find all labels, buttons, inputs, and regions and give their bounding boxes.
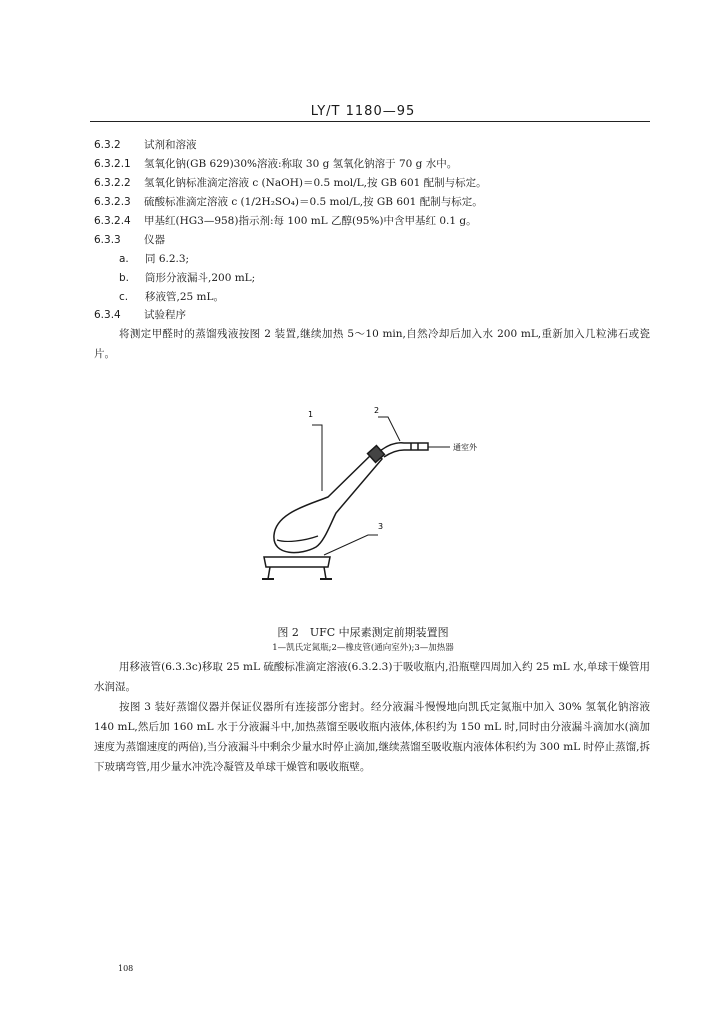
list-item-label: c. bbox=[119, 291, 129, 303]
section-6-3-2-1 bbox=[94, 157, 457, 171]
list-item bbox=[119, 271, 255, 285]
section-title: 仪器 bbox=[144, 234, 165, 246]
section-6-3-2 bbox=[94, 138, 197, 152]
body-paragraph-1: 用移液管(6.3.3c)移取 25 mL 硫酸标准滴定溶液(6.3.2.3)于吸收瓶内,沿瓶壁四周加入约 25 mL 水,单球干燥管用水润湿。 bbox=[94, 661, 650, 693]
section-6-3-4 bbox=[94, 308, 186, 322]
body-paragraph-2: 按图 3 装好蒸馏仪器并保证仪器所有连接部分密封。经分液漏斗慢慢地向凯氏定氮瓶中加入 30% 氢氧化钠溶液 140 mL,然后加 160 mL 水于分液漏斗中,加热蒸馏至吸收瓶内液体,体积约为 150 mL 时,同时由分液漏斗滴加水(滴加速度为蒸馏速度的两倍),当分液漏斗中剩余少量水时停止滴加,继续蒸馏至吸收瓶内液体体积约为 300 mL 时停止蒸馏,拆下玻璃弯管,用少量水冲洗冷凝管及单球干燥管和吸收瓶壁。 bbox=[94, 701, 650, 773]
figure-caption-legend: 1—凯氏定氮瓶;2—橡皮管(通向室外);3—加热器 bbox=[272, 643, 454, 653]
list-item-label: a. bbox=[119, 253, 129, 265]
flask-liquid bbox=[277, 536, 318, 541]
list-item bbox=[119, 252, 189, 266]
section-6-3-2-4 bbox=[94, 214, 477, 228]
list-item-text: 同 6.2.3; bbox=[145, 253, 190, 265]
section-number: 6.3.2.3 bbox=[94, 196, 131, 208]
list-item-label: b. bbox=[119, 272, 130, 284]
section-text: 甲基红(HG3—958)指示剂:每 100 mL 乙醇(95%)中含甲基红 0.1 g。 bbox=[144, 215, 477, 227]
figure-label-3: 3 bbox=[378, 522, 384, 531]
intro-paragraph: 将测定甲醛时的蒸馏残液按图 2 装置,继续加热 5～10 min,自然冷却后加入水 200 mL,重新加入几粒沸石或瓷片。 bbox=[94, 328, 650, 360]
list-item bbox=[119, 290, 224, 304]
page-number: 108 bbox=[118, 964, 134, 973]
list-item-text: 筒形分液漏斗,200 mL; bbox=[145, 272, 256, 284]
figure-label-1: 1 bbox=[308, 410, 314, 419]
section-number: 6.3.2.1 bbox=[94, 158, 131, 170]
section-title: 试剂和溶液 bbox=[144, 139, 197, 151]
section-text: 硫酸标准滴定溶液 c (1/2H₂SO₄)＝0.5 mol/L,按 GB 601 配制与标定。 bbox=[144, 196, 483, 208]
section-title: 试验程序 bbox=[144, 309, 186, 321]
leader-1 bbox=[312, 425, 322, 491]
leader-2 bbox=[378, 417, 400, 441]
heater bbox=[264, 557, 330, 567]
header-rule bbox=[90, 121, 650, 122]
page-header: LY/T 1180—95 bbox=[310, 104, 416, 119]
figure-caption-title: 图 2 UFC 中尿素测定前期装置图 bbox=[277, 626, 449, 639]
section-number: 6.3.2.4 bbox=[94, 215, 131, 227]
section-text: 氢氧化钠标准滴定溶液 c (NaOH)＝0.5 mol/L,按 GB 601 配制与标定。 bbox=[144, 177, 487, 189]
section-text: 氢氧化钠(GB 629)30%溶液:称取 30 g 氢氧化钠溶于 70 g 水中。 bbox=[144, 158, 458, 170]
apparatus-figure bbox=[260, 395, 500, 590]
leader-3 bbox=[324, 535, 378, 555]
section-6-3-2-2 bbox=[94, 176, 487, 190]
section-6-3-3 bbox=[94, 233, 165, 247]
kjeldahl-flask bbox=[274, 452, 382, 553]
section-number: 6.3.4 bbox=[94, 309, 121, 321]
list-item-text: 移液管,25 mL。 bbox=[145, 291, 224, 303]
section-number: 6.3.2.2 bbox=[94, 177, 131, 189]
section-6-3-2-3 bbox=[94, 195, 483, 209]
kjeldahl-apparatus-diagram bbox=[260, 395, 500, 590]
section-number: 6.3.2 bbox=[94, 139, 121, 151]
section-number: 6.3.3 bbox=[94, 234, 121, 246]
outlet-label: 通室外 bbox=[453, 443, 477, 452]
figure-label-2: 2 bbox=[374, 406, 380, 415]
rubber-tube bbox=[380, 443, 428, 457]
